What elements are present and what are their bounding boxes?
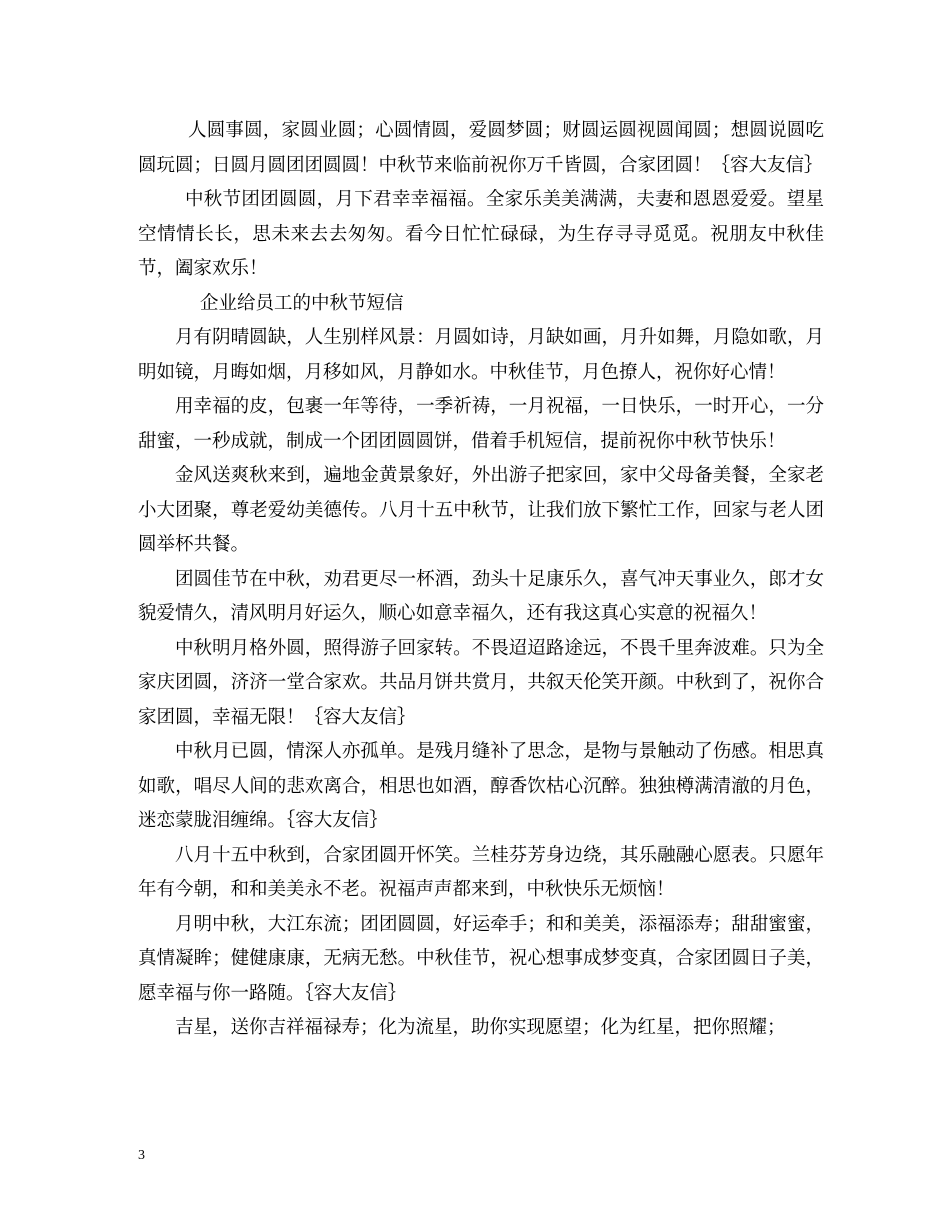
paragraph: 月有阴晴圆缺，人生别样风景：月圆如诗，月缺如画，月升如舞，月隐如歌，月明如镜，月晦如烟，月移如风，月静如水。中秋佳节，月色撩人，祝你好心情！: [138, 327, 824, 383]
paragraph: 中秋节团团圆圆，月下君幸幸福福。全家乐美美满满，夫妻和恩恩爱爱。望星空情情长长，思未来去去匆匆。看今日忙忙碌碌，为生存寻寻觅觅。祝朋友中秋佳节，阖家欢乐！: [138, 189, 824, 279]
paragraph: 吉星，送你吉祥福禄寿；化为流星，助你实现愿望；化为红星，把你照耀；: [175, 1017, 786, 1038]
paragraph: 团圆佳节在中秋，劝君更尽一杯酒，劲头十足康乐久，喜气冲天事业久，郎才女貌爱情久，清风明月好运久，顺心如意幸福久，还有我这真心实意的祝福久！: [138, 568, 824, 624]
paragraph: 人圆事圆，家圆业圆；心圆情圆，爱圆梦圆；财圆运圆视圆闻圆；想圆说圆吃圆玩圆；日圆月圆团团圆圆！中秋节来临前祝你万千皆圆，合家团圆！｛容大友信｝: [138, 120, 824, 176]
page-number: 3: [138, 1148, 145, 1163]
paragraph: 八月十五中秋到，合家团圆开怀笑。兰桂芬芳身边绕，其乐融融心愿表。只愿年年有今朝，和和美美永不老。祝福声声都来到，中秋快乐无烦恼！: [138, 844, 824, 900]
paragraph: 用幸福的皮，包裹一年等待，一季祈祷，一月祝福，一日快乐，一时开心，一分甜蜜，一秒成就，制成一个团团圆圆饼，借着手机短信，提前祝你中秋节快乐！: [138, 396, 824, 452]
section-heading: 企业给员工的中秋节短信: [200, 292, 404, 314]
paragraph: 金风送爽秋来到，遍地金黄景象好，外出游子把家回，家中父母备美餐，全家老小大团聚，尊老爱幼美德传。八月十五中秋节，让我们放下繁忙工作，回家与老人团圆举杯共餐。: [138, 465, 824, 555]
paragraph: 月明中秋，大江东流；团团圆圆，好运牵手；和和美美，添福添寿；甜甜蜜蜜，真情凝眸；健健康康，无病无愁。中秋佳节，祝心想事成梦变真，合家团圆日子美，愿幸福与你一路随。｛容大友信｝: [138, 913, 824, 1004]
paragraph: 中秋月已圆，情深人亦孤单。是残月缝补了思念，是物与景触动了伤感。相思真如歌，唱尽人间的悲欢离合，相思也如酒，醇香饮枯心沉醉。独独樽满清澈的月色，迷恋蒙胧泪缠绵。｛容大友信｝: [138, 741, 824, 831]
document-body: [138, 114, 824, 1046]
paragraph: 中秋明月格外圆，照得游子回家转。不畏迢迢路途远，不畏千里奔波难。只为全家庆团圆，济济一堂合家欢。共品月饼共赏月，共叙天伦笑开颜。中秋到了，祝你合家团圆，幸福无限！｛容大友信｝: [138, 637, 824, 728]
